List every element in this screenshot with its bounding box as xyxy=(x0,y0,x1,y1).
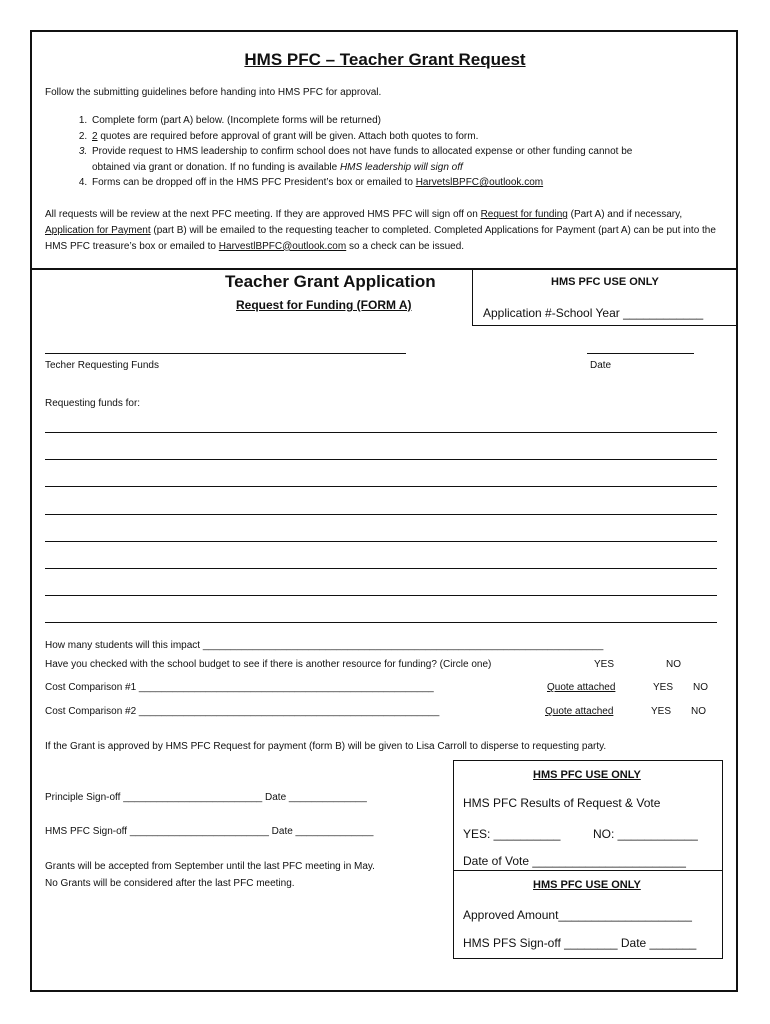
email-link[interactable]: HarvestlBPFC@outlook.com xyxy=(218,240,347,252)
students-impact-field[interactable]: How many students will this impact ________________________________________________________________________ xyxy=(45,640,604,651)
quote2-no-option[interactable]: NO xyxy=(691,706,706,717)
teacher-signature-line[interactable] xyxy=(45,353,406,354)
requesting-label: Requesting funds for: xyxy=(45,398,141,409)
funding-description-line[interactable] xyxy=(45,541,717,542)
quote2-yes-option[interactable]: YES xyxy=(651,706,672,717)
funding-description-line[interactable] xyxy=(45,486,717,487)
vote-results-label: HMS PFC Results of Request & Vote xyxy=(463,796,661,810)
guideline-text: Provide request to HMS leadership to confirm school does not have funds to allocated expense or other funding cannot be xyxy=(92,146,633,157)
application-title: Teacher Grant Application xyxy=(225,272,436,291)
guideline-item xyxy=(90,175,720,191)
guideline-number: 2 xyxy=(92,130,98,142)
principal-signoff-field[interactable]: Principle Sign-off _________________________ Date ______________ xyxy=(45,792,367,803)
review-text: (Part A) and if necessary, xyxy=(567,209,683,220)
cost-comparison-2-field[interactable]: Cost Comparison #2 ______________________________________________________ xyxy=(45,706,440,717)
guideline-emphasis: HMS leadership will sign off xyxy=(339,161,463,173)
guideline-item xyxy=(90,144,720,175)
quote-attached-label: Quote attached xyxy=(547,682,616,693)
guideline-item xyxy=(90,113,720,129)
quote1-no-option[interactable]: NO xyxy=(693,682,708,693)
vote-yes-field[interactable]: YES: __________ xyxy=(463,827,561,841)
funding-description-line[interactable] xyxy=(45,459,717,460)
review-text: All requests will be review at the next PFC meeting. If they are approved HMS PFC will sign off on xyxy=(45,209,481,220)
box-heading: HMS PFC USE ONLY xyxy=(533,769,641,781)
page-title: HMS PFC – Teacher Grant Request xyxy=(244,50,526,69)
pfc-use-only-box xyxy=(472,268,738,326)
funding-description-line[interactable] xyxy=(45,595,717,596)
cost-comparison-1-field[interactable]: Cost Comparison #1 _____________________________________________________ xyxy=(45,682,434,693)
application-number-field[interactable]: Application #-School Year ____________ xyxy=(483,306,704,320)
budget-no-option[interactable]: NO xyxy=(666,659,681,670)
funding-description-line[interactable] xyxy=(45,622,717,623)
vote-no-field[interactable]: NO: ____________ xyxy=(593,827,698,841)
approval-note: If the Grant is approved by HMS PFC Request for payment (form B) will be given to Lisa Carroll to disperse to requesting party. xyxy=(45,741,607,752)
vote-date-field[interactable]: Date of Vote _______________________ xyxy=(463,854,686,868)
pfc-vote-box xyxy=(453,760,723,871)
date-label: Date xyxy=(590,360,612,371)
guideline-text: Complete form (part A) below. (Incomplete forms will be returned) xyxy=(92,115,381,126)
grant-acceptance-note: Grants will be accepted from September until the last PFC meeting in May. xyxy=(45,861,375,872)
application-subtitle: Request for Funding (FORM A) xyxy=(236,298,412,312)
review-paragraph xyxy=(45,207,725,254)
guideline-item xyxy=(90,129,720,145)
box-heading: HMS PFC USE ONLY xyxy=(551,276,659,288)
review-text: (part B) will be emailed to the requesting teacher to completed. Completed Applications for Payment (part A) can be put into the HMS PFC treasure’s box or emailed to xyxy=(45,224,716,252)
budget-question: Have you checked with the school budget to see if there is another resource for funding? (Circle one) xyxy=(45,659,492,670)
guideline-text: quotes are required before approval of grant will be given. Attach both quotes to form. xyxy=(97,130,479,142)
request-for-funding-link[interactable]: Request for funding xyxy=(480,209,568,220)
date-line[interactable] xyxy=(587,353,694,354)
application-for-payment-link[interactable]: Application for Payment xyxy=(45,224,151,236)
email-link[interactable]: HarvetslBPFC@outlook.com xyxy=(415,177,544,188)
funding-description-line[interactable] xyxy=(45,568,717,569)
pfc-signoff-field[interactable]: HMS PFC Sign-off _________________________ Date ______________ xyxy=(45,826,374,837)
review-text: so a check can be issued. xyxy=(346,240,465,252)
intro-text: Follow the submitting guidelines before handing into HMS PFC for approval. xyxy=(45,87,382,98)
guideline-text: obtained via grant or donation. If no funding is available xyxy=(92,161,340,173)
pfc-approval-box xyxy=(453,870,723,959)
guidelines-list xyxy=(45,113,720,191)
guideline-text: Forms can be dropped off in the HMS PFC President’s box or emailed to xyxy=(92,177,416,188)
budget-yes-option[interactable]: YES xyxy=(594,659,615,670)
funding-description-line[interactable] xyxy=(45,432,717,433)
box-heading: HMS PFC USE ONLY xyxy=(533,879,641,891)
teacher-label: Techer Requesting Funds xyxy=(45,360,159,371)
quote1-yes-option[interactable]: YES xyxy=(653,682,674,693)
funding-description-line[interactable] xyxy=(45,514,717,515)
pfs-signoff-field[interactable]: HMS PFS Sign-off ________ Date _______ xyxy=(463,936,697,950)
grant-deadline-note: No Grants will be considered after the last PFC meeting. xyxy=(45,878,295,889)
quote-attached-label: Quote attached xyxy=(545,706,614,717)
approved-amount-field[interactable]: Approved Amount____________________ xyxy=(463,908,692,922)
